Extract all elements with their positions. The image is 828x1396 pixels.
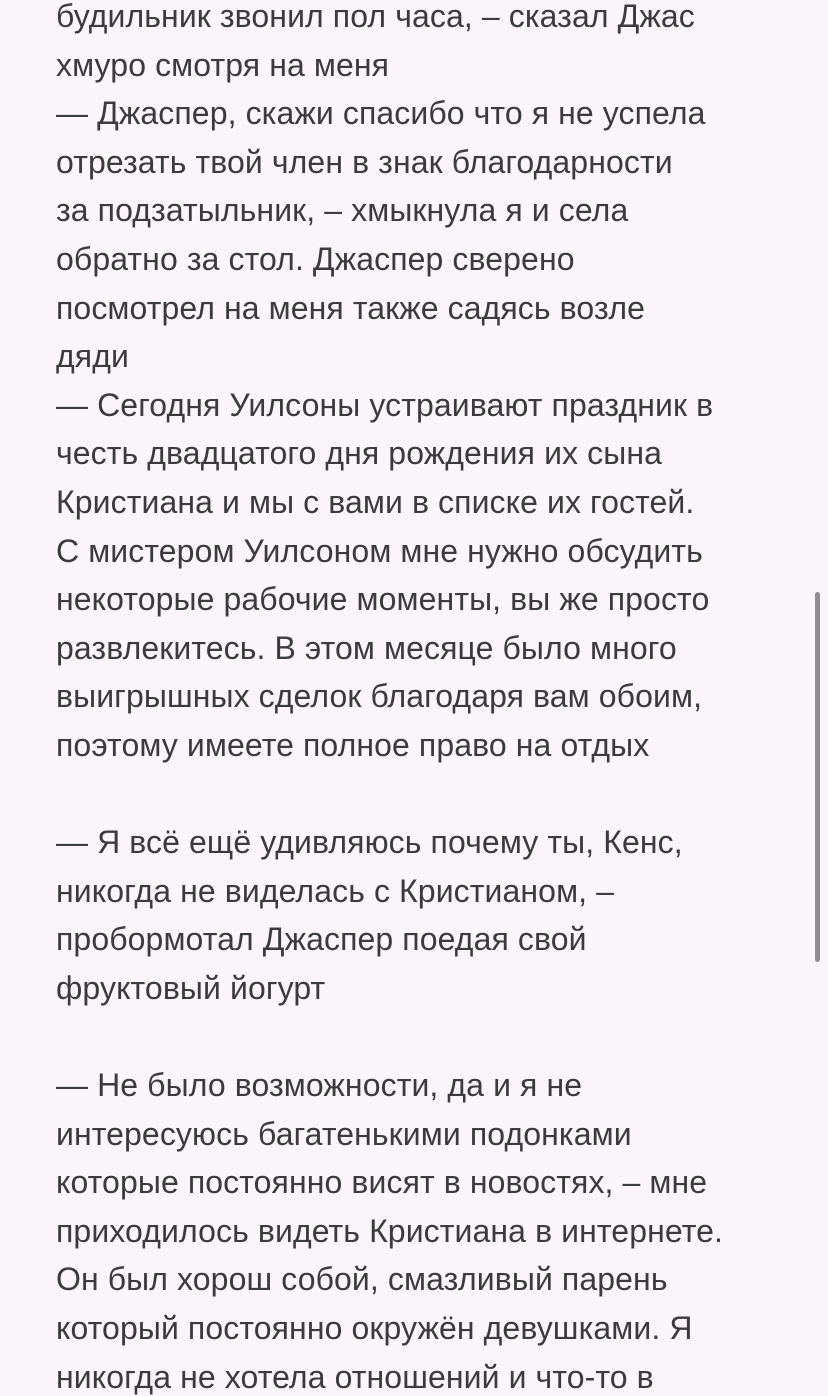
- paragraph: [56, 1061, 796, 1396]
- text-line: будильник звонил пол часа, – сказал Джас: [56, 0, 695, 34]
- text-line: развлекитесь. В этом месяце было много: [56, 629, 677, 666]
- text-line: отрезать твой член в знак благодарности: [56, 143, 673, 180]
- text-line: приходилось видеть Кристиана в интернете.: [56, 1212, 723, 1249]
- story-text: [56, 0, 796, 1396]
- text-line: — Сегодня Уилсоны устраивают праздник в: [56, 386, 714, 423]
- text-line: посмотрел на меня также садясь возле: [56, 289, 646, 326]
- paragraph-spacer: [56, 770, 796, 819]
- text-line: который постоянно окружён девушками. Я: [56, 1310, 693, 1347]
- text-line: некоторые рабочие моменты, вы же просто: [56, 581, 710, 618]
- paragraph-spacer: [56, 1012, 796, 1061]
- text-line: — Джаспер, скажи спасибо что я не успела: [56, 95, 706, 132]
- text-line: фруктовый йогурт: [56, 969, 326, 1006]
- paragraph: [56, 818, 796, 1012]
- text-line: дяди: [56, 338, 129, 375]
- text-line: пробормотал Джаспер поедая свой: [56, 921, 587, 958]
- text-line: — Не было возможности, да и я не: [56, 1067, 583, 1104]
- text-line: никогда не хотела отношений и что-то в: [56, 1358, 654, 1395]
- text-line: выигрышных сделок благодаря вам обоим,: [56, 678, 703, 715]
- vertical-scrollbar[interactable]: [815, 592, 820, 962]
- paragraph: [56, 0, 796, 89]
- text-line: хмуро смотря на меня: [56, 46, 390, 83]
- text-line: обратно за стол. Джаспер сверено: [56, 240, 575, 277]
- text-line: Кристиана и мы с вами в списке их гостей.: [56, 483, 695, 520]
- text-line: честь двадцатого дня рождения их сына: [56, 435, 663, 472]
- text-line: никогда не виделась с Кристианом, –: [56, 872, 615, 909]
- text-line: интересуюсь багатенькими подонками: [56, 1115, 632, 1152]
- text-line: С мистером Уилсоном мне нужно обсудить: [56, 532, 703, 569]
- text-line: — Я всё ещё удивляюсь почему ты, Кенс,: [56, 824, 683, 861]
- text-line: которые постоянно висят в новостях, – мне: [56, 1164, 708, 1201]
- text-line: поэтому имеете полное право на отдых: [56, 726, 650, 763]
- paragraph: [56, 381, 796, 770]
- paragraph: [56, 89, 796, 381]
- text-line: за подзатыльник, – хмыкнула я и села: [56, 192, 629, 229]
- text-line: Он был хорош собой, смазливый парень: [56, 1261, 668, 1298]
